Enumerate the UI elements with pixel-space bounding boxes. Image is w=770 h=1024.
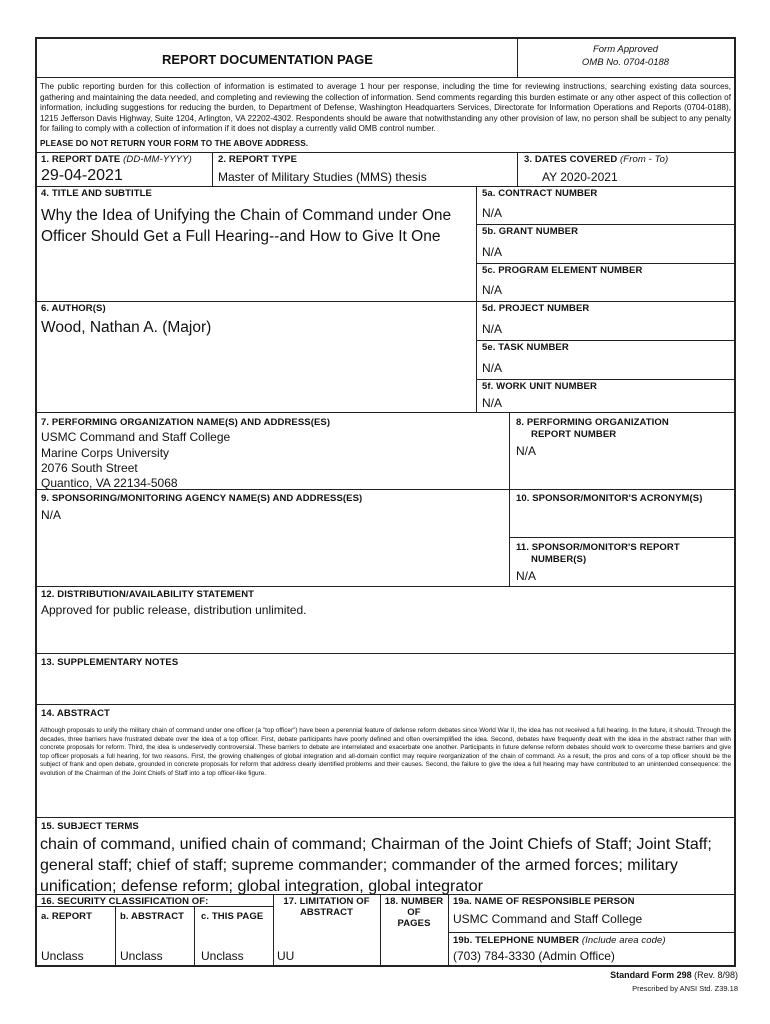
sponsor-report-label: 11. SPONSOR/MONITOR'S REPORT [516, 542, 680, 553]
dates-covered-label: 3. DATES COVERED (From - To) [524, 154, 669, 165]
sponsor-acronym-label: 10. SPONSOR/MONITOR'S ACRONYM(S) [516, 493, 703, 504]
divider [37, 77, 734, 78]
form-approved-text: Form Approved [592, 44, 659, 55]
telephone-label: 19b. TELEPHONE NUMBER (Include area code) [453, 935, 666, 946]
security-abstract-label: b. ABSTRACT [120, 911, 185, 922]
divider [37, 586, 734, 587]
perf-report-label: 8. PERFORMING ORGANIZATION [516, 417, 669, 428]
divider [448, 932, 734, 933]
divider [37, 186, 734, 187]
report-date-label: 1. REPORT DATE (DD-MM-YYYY) [41, 154, 192, 165]
divider [509, 412, 510, 586]
pages-label: PAGES [397, 918, 431, 929]
divider [37, 301, 734, 302]
divider [37, 653, 734, 654]
divider [37, 152, 734, 153]
divider [37, 412, 734, 413]
security-page-value: Unclass [201, 949, 244, 963]
report-type-value: Master of Military Studies (MMS) thesis [218, 170, 427, 184]
project-number-value: N/A [482, 322, 503, 336]
divider [476, 340, 734, 341]
sponsor-label: 9. SPONSORING/MONITORING AGENCY NAME(S) AND ADDRESS(ES) [41, 493, 363, 504]
limitation-value: UU [277, 949, 295, 963]
performing-org-line: Quantico, VA 22134-5068 [41, 476, 178, 490]
distribution-label: 12. DISTRIBUTION/AVAILABILITY STATEMENT [41, 589, 255, 600]
perf-report-label: REPORT NUMBER [531, 429, 617, 440]
program-element-value: N/A [482, 283, 503, 297]
divider [115, 906, 116, 967]
perf-report-value: N/A [516, 444, 537, 458]
divider [37, 817, 734, 818]
pages-label: 18. NUMBER [384, 896, 444, 907]
contract-number-label: 5a. CONTRACT NUMBER [482, 188, 598, 199]
title-label: 4. TITLE AND SUBTITLE [41, 188, 152, 199]
report-type-label: 2. REPORT TYPE [218, 154, 298, 165]
divider [194, 906, 195, 967]
sponsor-value: N/A [41, 508, 62, 522]
divider [212, 152, 213, 186]
divider [476, 186, 477, 412]
performing-org-line: 2076 South Street [41, 461, 138, 475]
limitation-label: 17. LIMITATION OF [283, 896, 370, 907]
performing-org-line: USMC Command and Staff College [41, 430, 231, 444]
divider [476, 224, 734, 225]
report-date-value: 29-04-2021 [41, 167, 123, 184]
security-report-value: Unclass [41, 949, 84, 963]
burden-statement: The public reporting burden for this collection of information is estimated to average 1 hour per response, including the time for reviewing instructions, searching existing data sources, gathering and maintaining the data needed, and completing and reviewing the collection of information. Send comments regarding this burden estimate or any other aspect of this collection of information, including suggestions for reducing the burden, to Department of Defense, Washington Headquarters Services, Directorate for Information Operations and Reports (0704-0188), 1215 Jefferson Davis Highway, Suite 1204, Arlington, VA 22202-4302. Respondents should be aware that notwithstanding any other provision of law, no person shall be subject to any penalty for failing to comply with a collection of information if it does not display a currently valid OMB control number. [40, 82, 731, 133]
return-notice: PLEASE DO NOT RETURN YOUR FORM TO THE ABOVE ADDRESS. [40, 139, 309, 148]
report-documentation-form [35, 37, 736, 967]
work-unit-value: N/A [482, 396, 503, 410]
divider [476, 263, 734, 264]
task-number-value: N/A [482, 361, 503, 375]
divider [517, 152, 518, 186]
sponsor-report-label: NUMBER(S) [531, 554, 587, 565]
author-label: 6. AUTHOR(S) [41, 303, 106, 314]
telephone-value: (703) 784-3330 (Admin Office) [453, 949, 615, 963]
subject-terms-label: 15. SUBJECT TERMS [41, 821, 139, 832]
prescribed-note: Prescribed by ANSI Std. Z39.18 [632, 984, 738, 993]
grant-number-label: 5b. GRANT NUMBER [482, 226, 579, 237]
divider [476, 379, 734, 380]
form-designation: Standard Form 298 (Rev. 8/98) [610, 970, 738, 980]
responsible-person-label: 19a. NAME OF RESPONSIBLE PERSON [453, 896, 635, 907]
performing-org-label: 7. PERFORMING ORGANIZATION NAME(S) AND ADDRESS(ES) [41, 417, 331, 428]
performing-org-line: Marine Corps University [41, 446, 170, 460]
program-element-label: 5c. PROGRAM ELEMENT NUMBER [482, 265, 643, 276]
sponsor-report-value: N/A [516, 569, 537, 583]
security-classification-label: 16. SECURITY CLASSIFICATION OF: [41, 896, 209, 907]
subject-terms: chain of command, unified chain of command; Chairman of the Joint Chiefs of Staff; Joint Staff; general staff; chief of staff; supreme commander; commander of the armed forces; military unification; defense reform; global integration, global integrator [40, 836, 712, 895]
distribution-value: Approved for public release, distribution unlimited. [41, 603, 307, 617]
security-report-label: a. REPORT [41, 911, 93, 922]
divider [509, 537, 734, 538]
dates-covered-value: AY 2020-2021 [542, 170, 618, 184]
supplementary-notes-label: 13. SUPPLEMENTARY NOTES [41, 657, 179, 668]
report-title: Why the Idea of Unifying the Chain of Command under One Officer Should Get a Full Hearing--and How to Give It One [41, 207, 452, 245]
work-unit-label: 5f. WORK UNIT NUMBER [482, 381, 597, 392]
security-abstract-value: Unclass [120, 949, 163, 963]
author-value: Wood, Nathan A. (Major) [41, 319, 212, 336]
divider [37, 704, 734, 705]
pages-label: OF [407, 907, 421, 918]
page-title: REPORT DOCUMENTATION PAGE [162, 52, 373, 67]
grant-number-value: N/A [482, 245, 503, 259]
task-number-label: 5e. TASK NUMBER [482, 342, 569, 353]
security-page-label: c. THIS PAGE [201, 911, 264, 922]
contract-number-value: N/A [482, 206, 503, 220]
divider [448, 894, 449, 967]
limitation-label: ABSTRACT [299, 907, 354, 918]
omb-number: OMB No. 0704-0188 [581, 57, 670, 68]
project-number-label: 5d. PROJECT NUMBER [482, 303, 590, 314]
responsible-person-value: USMC Command and Staff College [453, 912, 643, 926]
abstract-text: Although proposals to unify the military chain of command under one officer (a "top officer") have been a perennial feature of defense reform debates since World War II, the idea has not received a full hearing. In the future, it should. Through the decades, three barriers have frustrated debate over the idea of a top officer. First, debate participants have poorly defined and often oversimplified the idea. Second, debates have frequently dealt with the idea in the abstract rather than with concrete proposals for reform. Third, the idea is undeservedly controversial. These barriers to debate are interrelated and exacerbate one another. Participants in future defense reform debates should work to overcome these barriers and give top officer proposals a full hearing, for two reasons. First, the growing challenges of global integration and all-domain conflict may require reorganization of the chain of command. As a result, the pros and cons of a top officer should be the subject of frank and open debate, grounded in concrete proposals for reform that address clearly identified problems and their causes. Second, the failure to give the idea a full hearing may have contributed to an unintended consequence: the evolution of the Chairman of the Joint Chiefs of Staff into a top officer-like figure. [40, 727, 731, 777]
abstract-label: 14. ABSTRACT [41, 708, 110, 719]
